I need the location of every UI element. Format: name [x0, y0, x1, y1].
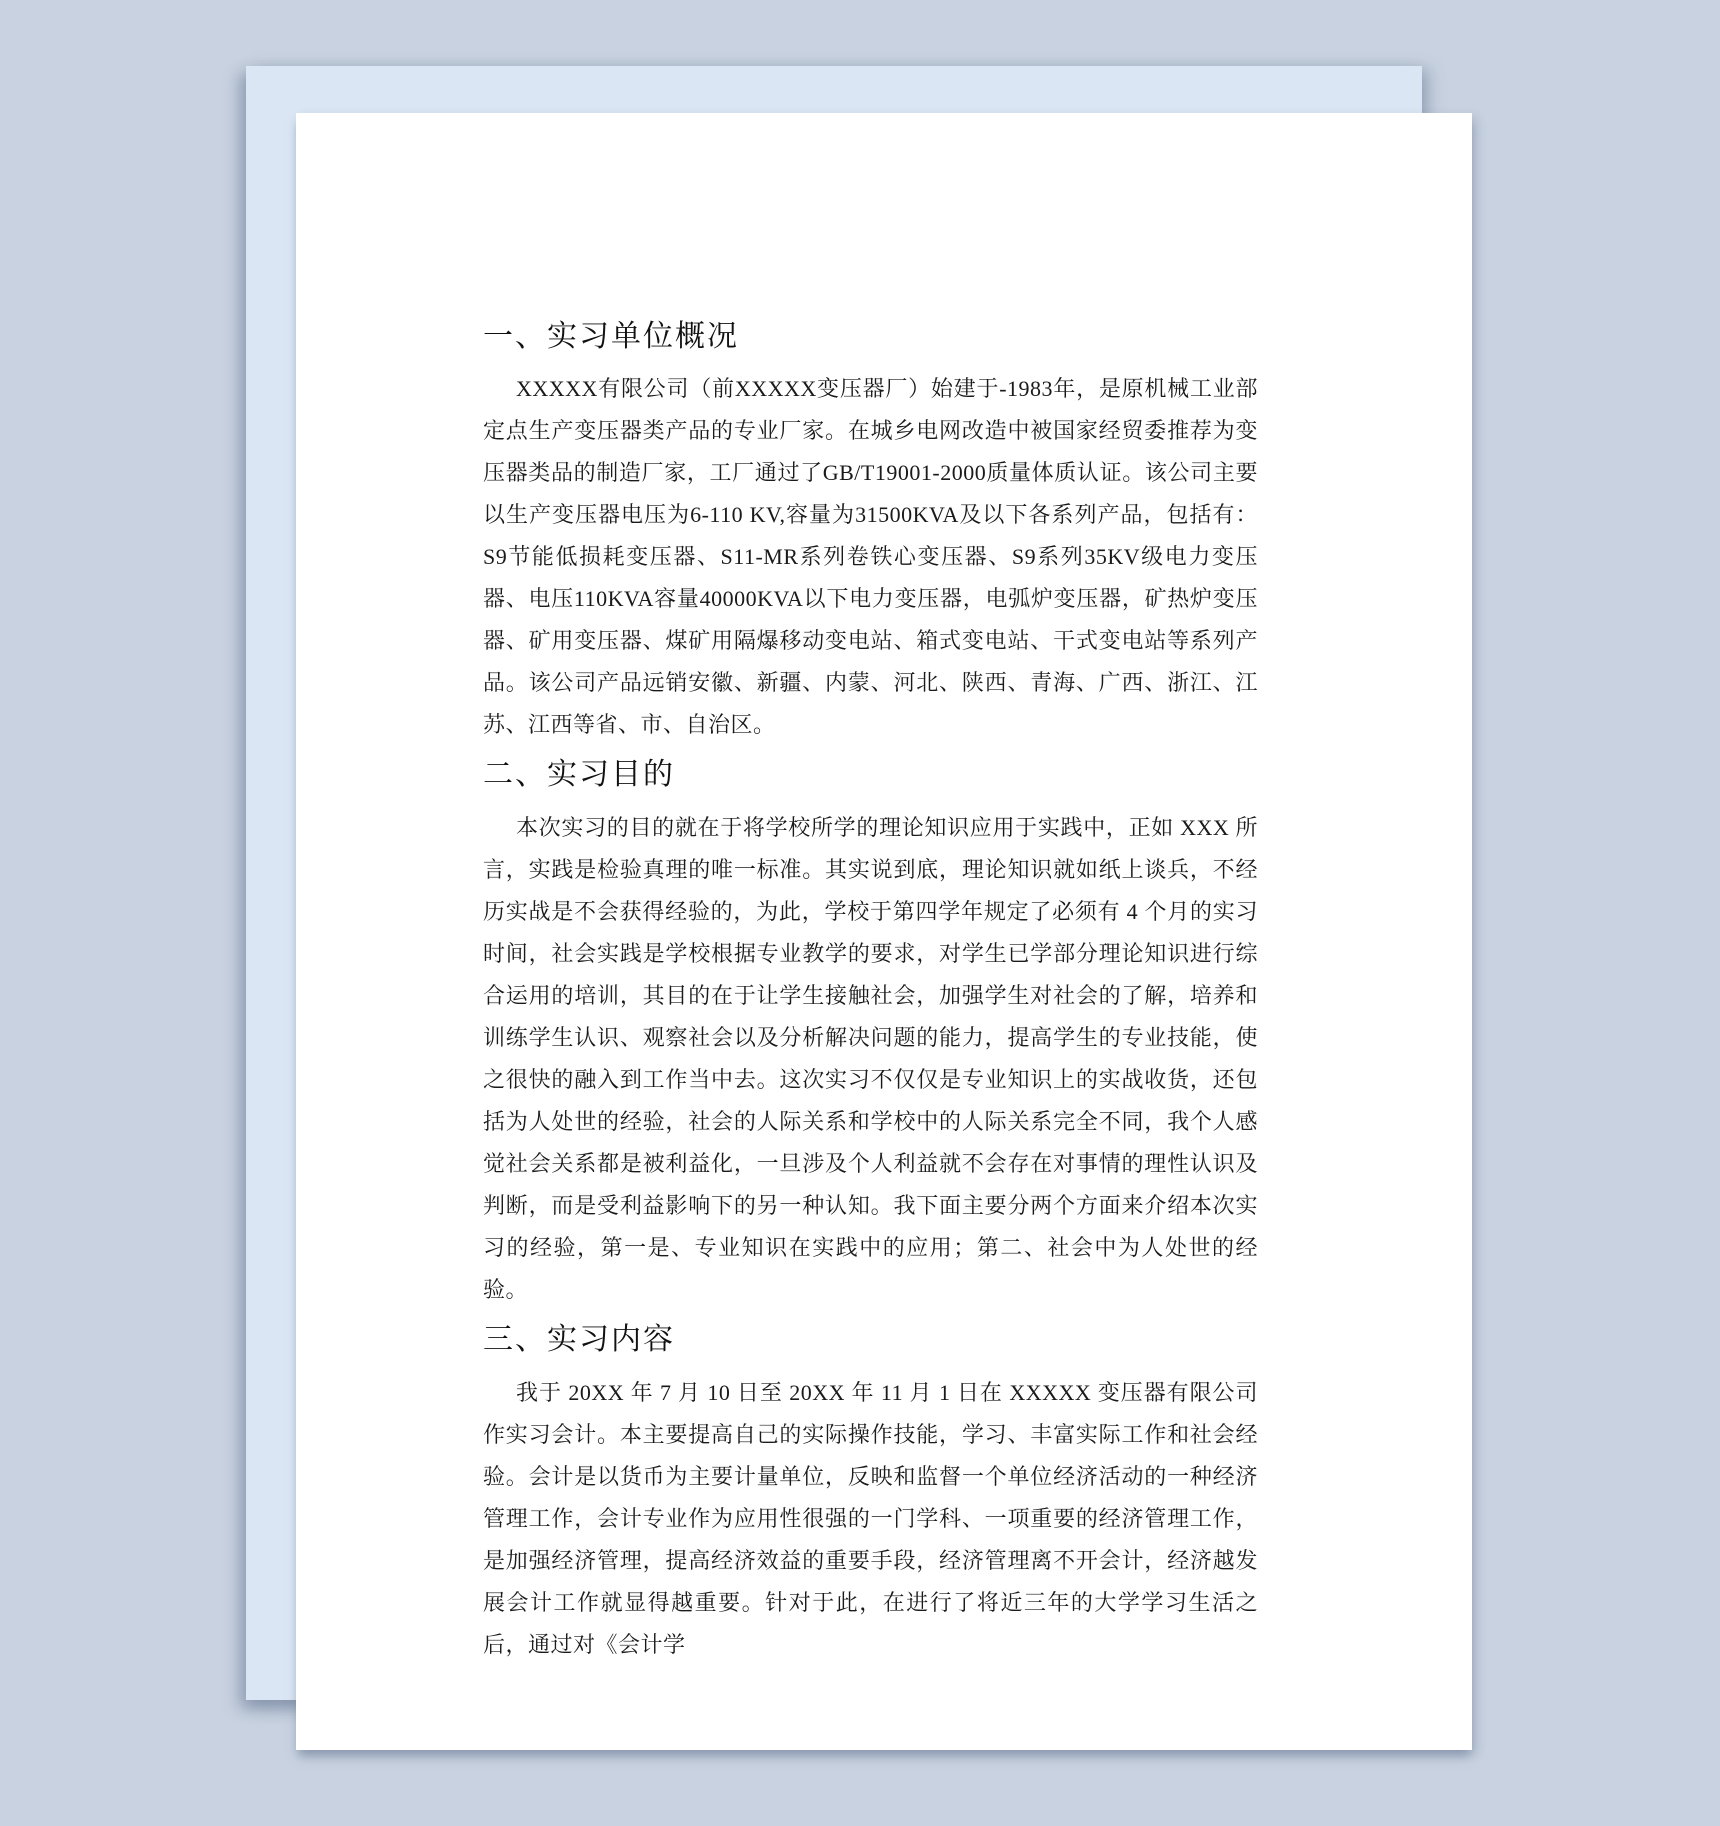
document-page: [296, 113, 1472, 1750]
section-paragraph: 我于 20XX 年 7 月 10 日至 20XX 年 11 月 1 日在 XXXXX 变压器有限公司作实习会计。本主要提高自己的实际操作技能，学习、丰富实际工作和社会经验。会计是以货币为主要计量单位，反映和监督一个单位经济活动的一种经济管理工作，会计专业作为应用性很强的一门学科、一项重要的经济管理工作，是加强经济管理，提高经济效益的重要手段，经济管理离不开会计，经济越发展会计工作就显得越重要。针对于此，在进行了将近三年的大学学习生活之后，通过对《会计学: [483, 1380, 1258, 1657]
section-heading-internship-purpose: 二、实习目的: [483, 758, 675, 791]
section-paragraph: 本次实习的目的就在于将学校所学的理论知识应用于实践中，正如 XXX 所言，实践是检验真理的唯一标准。其实说到底，理论知识就如纸上谈兵，不经历实战是不会获得经验的，为此，学校于第四学年规定了必须有 4 个月的实习时间，社会实践是学校根据专业教学的要求，对学生已学部分理论知识进行综合运用的培训，其目的在于让学生接触社会，加强学生对社会的了解，培养和训练学生认识、观察社会以及分析解决问题的能力，提高学生的专业技能，使之很快的融入到工作当中去。这次实习不仅仅是专业知识上的实战收货，还包括为人处世的经验，社会的人际关系和学校中的人际关系完全不同，我个人感觉社会关系都是被利益化，一旦涉及个人利益就不会存在对事情的理性认识及判断，而是受利益影响下的另一种认知。我下面主要分两个方面来介绍本次实习的经验，第一是、专业知识在实践中的应用；第二、社会中为人处世的经验。: [483, 815, 1258, 1302]
section-heading-unit-overview: 一、实习单位概况: [483, 320, 739, 353]
section-paragraph: XXXXX有限公司（前XXXXX变压器厂）始建于-1983年，是原机械工业部定点生产变压器类产品的专业厂家。在城乡电网改造中被国家经贸委推荐为变压器类品的制造厂家，工厂通过了GB/T19001-2000质量体质认证。该公司主要以生产变压器电压为6-110 KV,容量为31500KVA及以下各系列产品，包括有：S9节能低损耗变压器、S11-MR系列卷铁心变压器、S9系列35KV级电力变压器、电压110KVA容量40000KVA以下电力变压器，电弧炉变压器，矿热炉变压器、矿用变压器、煤矿用隔爆移动变电站、箱式变电站、干式变电站等系列产品。该公司产品远销安徽、新疆、内蒙、河北、陕西、青海、广西、浙江、江苏、江西等省、市、自治区。: [483, 376, 1258, 737]
section-internship-purpose: [483, 753, 1258, 1311]
section-unit-overview: [483, 315, 1258, 746]
document-content: [296, 113, 1472, 1750]
section-heading-internship-content: 三、实习内容: [483, 1323, 675, 1356]
section-internship-content: [483, 1318, 1258, 1666]
